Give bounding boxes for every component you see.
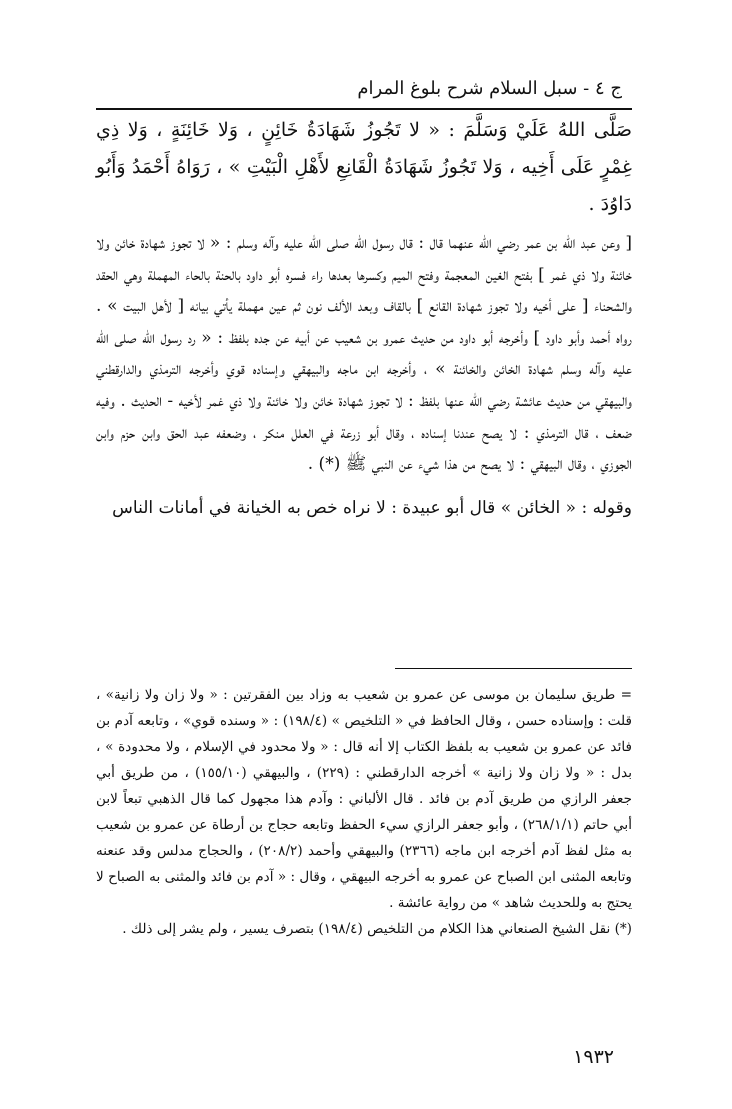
running-header: ج ٤ - سبل السلام شرح بلوغ المرام <box>357 78 622 99</box>
commentary-body <box>96 228 632 524</box>
commentary-paragraph: [ وعن عبد الله بن عمر رضي الله عنهما قال : قال رسول الله صلى الله عليه وآله وسلم : « لا تجوز شهادة خائن ولا خائنة ولا ذي غمر ] بفتح الغين المعجمة وفتح الميم وكسرها بعدها راء فسره أبو داود بالحنة بالحاء المهملة وهي الحقد والشحناء [ على أخيه ولا تجوز شهادة القانع ] بالقاف وبعد الألف نون ثم عين مهملة يأتي بيانه [ لأهل البيت » . رواه أحمد وأبو داود ] وأخرجه أبو داود من حديث عمرو بن شعيب عن أبيه عن جده بلفظ : « رد رسول الله صلى الله عليه وآله وسلم شهادة الخائن والخائنة » ، وأخرجه ابن ماجه والبيهقي وإسناده قوي وأخرجه الترمذي والدارقطني والبيهقي من حديث عائشة رضي الله عنها بلفظ : لا تجوز شهادة خائن ولا خائنة ولا ذي غمر لأخيه - الحديث . وفيه ضعف ، قال الترمذي : لا يصح عندنا إسناده ، وقال أبو زرعة في العلل منكر ، وضعفه عبد الحق وابن حزم وابن الجوزي ، وقال البيهقي : لا يصح من هذا شيء عن النبي ﷺ (*) . <box>96 233 632 475</box>
footnote-continuation: = طريق سليمان بن موسى عن عمرو بن شعيب به وزاد بين الفقرتين : « ولا زان ولا زانية» ، قلت : وإسناده حسن ، وقال الحافظ في « التلخيص » (١٩٨/٤) : « وسنده قوي» ، وتابعه آدم بن فائد عن عمرو بن شعيب به بلفظ الكتاب إلا أنه قال : « ولا محدود في الإسلام ، ولا محدودة » ، بدل : « ولا زان ولا زانية » أخرجه الدارقطني : (٢٢٩) ، والبيهقي (١٥٥/١٠) ، من طريق أبي جعفر الرازي من طريق آدم بن فائد . قال الألباني : وآدم هذا مجهول كما قال الذهبي تبعاً لابن أبي حاتم (٢٦٨/١/١) ، وأبو جعفر الرازي سيء الحفظ وتابعه حجاج بن أرطاة عن عمرو بن شعيب به مثل لفظ آدم أخرجه ابن ماجه (٢٣٦٦) والبيهقي وأحمد (٢٠٨/٢) ، والحجاج مدلس وقد عنعنه وتابعه المثنى ابن الصباح عن عمرو به أخرجه البيهقي ، وقال : « آدم بن فائد والمثنى به الصباح لا يحتج به وللحديث شاهد » من رواية عائشة . <box>96 687 632 911</box>
footnotes <box>96 682 632 942</box>
footnote-rule <box>395 668 632 669</box>
page-number: ١٩٣٢ <box>573 1046 614 1068</box>
footnote-asterisk: (*) نقل الشيخ الصنعاني هذا الكلام من التلخيص (١٩٨/٤) بتصرف يسير ، ولم يشر إلى ذلك . <box>122 921 632 937</box>
hadith-text: صَلَّى اللهُ عَلَيْ وَسَلَّمَ : « لا تَجُوزُ شَهَادَةُ خَائِنٍ ، وَلا خَائِنَةٍ ، وَلا ذِي غِمْرٍ عَلَى أَخِيه ، وَلا تَجُوزُ شَهَادَةُ الْقَانِعِ لأَهْلِ الْبَيْتِ » ، رَوَاهُ أَحْمَدُ وَأَبُو دَاوُدَ . <box>96 119 632 215</box>
header-rule <box>96 108 632 110</box>
commentary-paragraph: وقوله : « الخائن » قال أبو عبيدة : لا نراه خص به الخيانة في أمانات الناس <box>112 497 632 518</box>
